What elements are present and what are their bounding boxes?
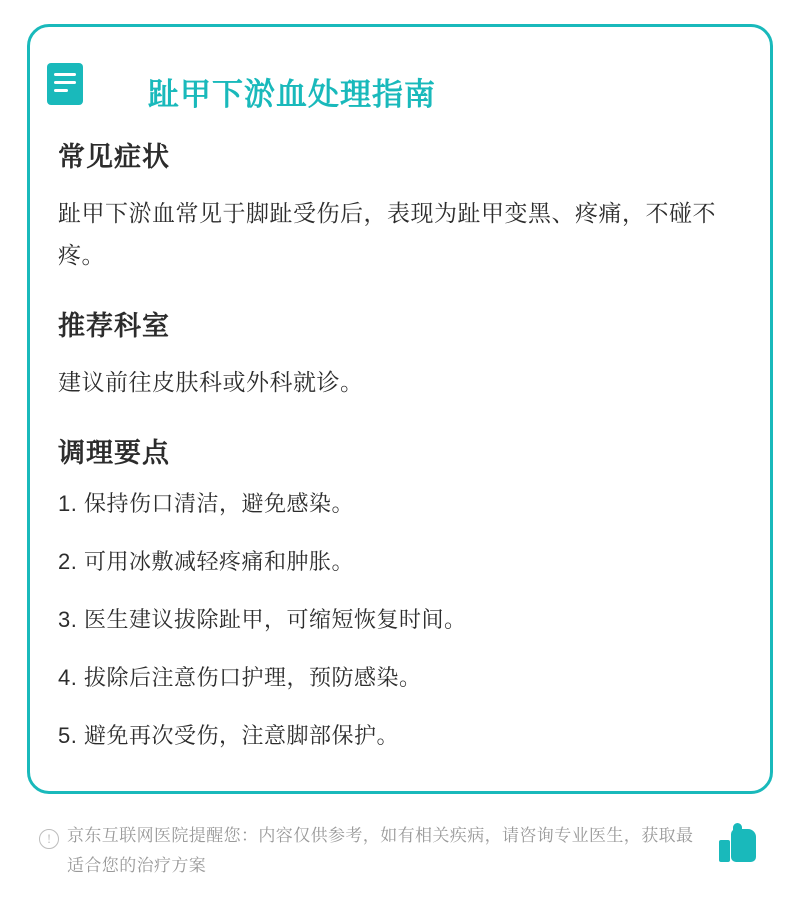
guide-content (58, 135, 744, 779)
document-icon-sheet (47, 63, 83, 105)
section-heading: 推荐科室 (58, 311, 170, 341)
thumbs-up-icon-thumb (733, 823, 742, 837)
list-item: 2. 可用冰敷减轻疼痛和肿胀。 (58, 549, 354, 574)
section-symptoms (58, 135, 744, 276)
disclaimer-text: 京东互联网医院提醒您：内容仅供参考，如有相关疾病，请咨询专业医生，获取最适合您的治疗方案 (67, 826, 694, 875)
document-icon-line (54, 81, 76, 84)
list-item: 1. 保持伤口清洁，避免感染。 (58, 491, 354, 516)
list-item: 5. 避免再次受伤，注意脚部保护。 (58, 723, 399, 748)
section-heading: 常见症状 (58, 142, 170, 172)
page-title: 趾甲下淤血处理指南 (148, 77, 436, 112)
document-icon (47, 63, 91, 105)
section-paragraph: 建议前往皮肤科或外科就诊。 (58, 369, 364, 395)
footer (27, 815, 773, 885)
section-paragraph: 趾甲下淤血常见于脚趾受伤后，表现为趾甲变黑、疼痛，不碰不疼。 (58, 200, 716, 268)
document-icon-line (54, 73, 76, 76)
section-tips (58, 431, 744, 751)
guide-card (27, 24, 773, 794)
section-heading: 调理要点 (58, 438, 170, 468)
section-department (58, 304, 744, 403)
list-item: 4. 拔除后注意伤口护理，预防感染。 (58, 665, 422, 690)
thumbs-up-icon[interactable] (719, 823, 759, 867)
thumbs-up-icon-pad (719, 840, 730, 862)
list-item: 3. 医生建议拔除趾甲，可缩短恢复时间。 (58, 607, 467, 632)
document-icon-line (54, 89, 68, 92)
tips-list (58, 488, 744, 751)
info-icon: ! (39, 829, 59, 849)
